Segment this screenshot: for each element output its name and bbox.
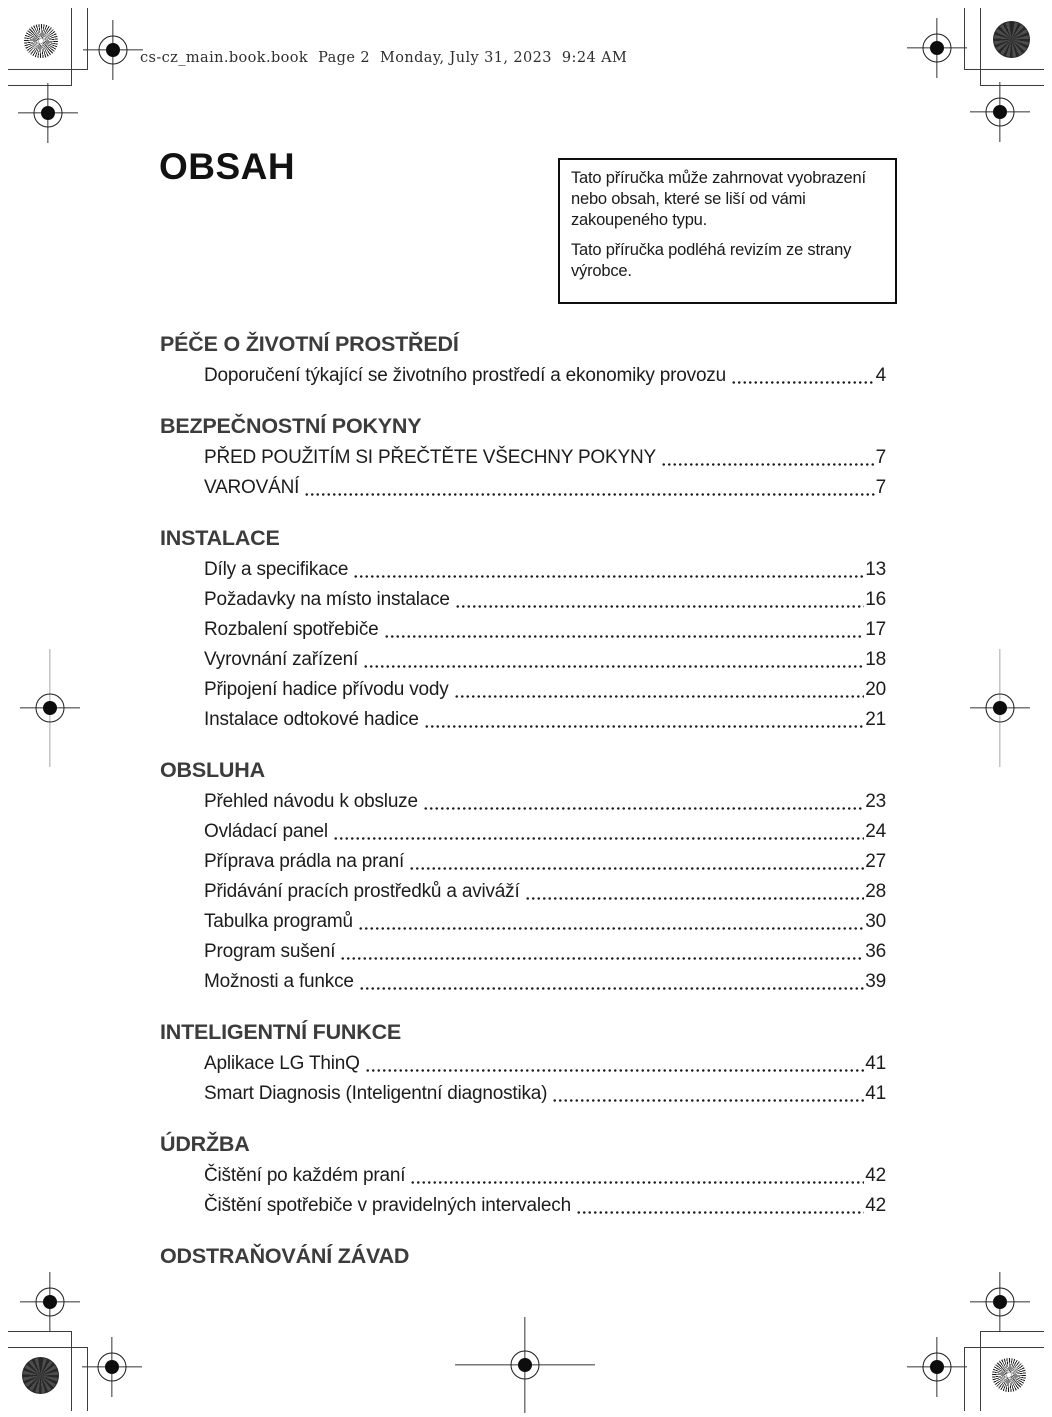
toc-section	[160, 525, 886, 735]
registration-mark-icon	[20, 649, 80, 767]
toc-entry-label: Doporučení týkající se životního prostředí a ekonomiky provozu	[204, 365, 726, 386]
toc-entry-page-number: 21	[865, 709, 886, 730]
crop-mark-line	[8, 1347, 87, 1348]
toc-entry-page-number: 24	[865, 821, 886, 842]
toc-section-title: OBSLUHA	[160, 758, 265, 782]
toc-leader-dots	[550, 1079, 864, 1109]
registration-mark-icon	[20, 1272, 80, 1332]
crop-mark-line	[965, 69, 1044, 70]
toc-leader-dots	[351, 555, 864, 585]
toc-entry-page-number: 27	[865, 851, 886, 872]
toc-entry-page-number: 16	[865, 589, 886, 610]
sunburst-patch-icon	[24, 24, 58, 58]
toc-leader-dots	[363, 1049, 865, 1079]
toc-section-title: BEZPEČNOSTNÍ POKYNY	[160, 414, 422, 438]
toc-entry-label: Tabulka programů	[204, 911, 353, 932]
toc-entry-page-number: 18	[865, 649, 886, 670]
toc-leader-dots	[408, 1161, 864, 1191]
toc-entry-page-number: 17	[865, 619, 886, 640]
toc-entry-label: Připojení hadice přívodu vody	[204, 679, 449, 700]
print-job-header: cs-cz_main.book.book Page 2 Monday, July 31, 2023 9:24 AM	[140, 50, 628, 66]
toc-leader-dots	[382, 615, 865, 645]
toc-entry-label: Přidávání pracích prostředků a aviváží	[204, 881, 520, 902]
crop-mark-line	[980, 1331, 981, 1411]
toc-entry-page-number: 42	[865, 1165, 886, 1186]
toc-entry[interactable]	[160, 705, 886, 735]
toc-entry[interactable]	[160, 907, 886, 937]
toc-section-title: ÚDRŽBA	[160, 1132, 250, 1156]
sunburst-patch-icon	[992, 1358, 1026, 1392]
page-title: OBSAH	[159, 146, 296, 187]
toc-entry[interactable]	[160, 817, 886, 847]
registration-mark-icon	[970, 82, 1030, 142]
toc-entry[interactable]	[160, 645, 886, 675]
toc-entry-label: Ovládací panel	[204, 821, 328, 842]
toc-entry-label: Díly a specifikace	[204, 559, 349, 580]
toc-entry[interactable]	[160, 473, 886, 503]
toc-entry[interactable]	[160, 615, 886, 645]
dark-spoke-patch-icon	[993, 21, 1030, 58]
toc-section	[160, 757, 886, 997]
toc-leader-dots	[659, 443, 875, 473]
toc-entry[interactable]	[160, 555, 886, 585]
toc-section-title: INSTALACE	[160, 526, 280, 550]
toc-entry-label: VAROVÁNÍ	[204, 477, 300, 498]
toc-entry-page-number: 39	[865, 971, 886, 992]
toc-leader-dots	[407, 847, 864, 877]
registration-mark-icon	[907, 1337, 967, 1397]
toc-entry[interactable]	[160, 967, 886, 997]
toc-entry-label: Instalace odtokové hadice	[204, 709, 419, 730]
registration-mark-icon	[970, 649, 1030, 767]
toc-entry-label: Požadavky na místo instalace	[204, 589, 450, 610]
registration-mark-icon	[970, 1272, 1030, 1332]
registration-mark-icon	[907, 18, 967, 78]
toc-entry-page-number: 20	[865, 679, 886, 700]
toc-entry-page-number: 42	[865, 1195, 886, 1216]
toc-entry[interactable]	[160, 1191, 886, 1221]
toc-leader-dots	[361, 645, 864, 675]
toc-entry[interactable]	[160, 787, 886, 817]
toc-section	[160, 1019, 886, 1109]
toc-section-title: PÉČE O ŽIVOTNÍ PROSTŘEDÍ	[160, 332, 459, 356]
registration-mark-icon	[455, 1317, 595, 1413]
toc-entry-page-number: 41	[865, 1053, 886, 1074]
toc-entry-page-number: 28	[865, 881, 886, 902]
toc-section	[160, 331, 886, 391]
toc-entry-label: Rozbalení spotřebiče	[204, 619, 379, 640]
toc-entry-label: Smart Diagnosis (Inteligentní diagnostika)	[204, 1083, 548, 1104]
toc-entry-page-number: 7	[875, 477, 886, 498]
toc-entry-page-number: 4	[875, 365, 886, 386]
toc-leader-dots	[453, 585, 865, 615]
toc-entry-label: Čištění spotřebiče v pravidelných intervalech	[204, 1195, 571, 1216]
toc-leader-dots	[356, 907, 864, 937]
toc-entry[interactable]	[160, 937, 886, 967]
toc-leader-dots	[452, 675, 865, 705]
crop-mark-line	[8, 69, 87, 70]
registration-mark-icon	[18, 83, 78, 143]
crop-mark-line	[965, 1347, 1044, 1348]
toc-leader-dots	[302, 473, 874, 503]
toc-entry-label: Možnosti a funkce	[204, 971, 354, 992]
toc-entry[interactable]	[160, 585, 886, 615]
toc-section	[160, 413, 886, 503]
crop-mark-line	[71, 1331, 72, 1411]
crop-mark-line	[71, 8, 72, 86]
toc-entry-page-number: 23	[865, 791, 886, 812]
toc-entry-label: Vyrovnání zařízení	[204, 649, 359, 670]
toc-entry-label: Čištění po každém praní	[204, 1165, 406, 1186]
toc-entry-label: Aplikace LG ThinQ	[204, 1053, 360, 1074]
toc-entry-page-number: 36	[865, 941, 886, 962]
notice-box	[558, 158, 897, 304]
toc-entry-page-number: 7	[875, 447, 886, 468]
dark-spoke-patch-icon	[22, 1357, 59, 1394]
registration-mark-icon	[83, 20, 143, 80]
toc-entry[interactable]	[160, 1161, 886, 1191]
toc-entry-label: PŘED POUŽITÍM SI PŘEČTĚTE VŠECHNY POKYNY	[204, 447, 656, 468]
toc-entry-label: Přehled návodu k obsluze	[204, 791, 418, 812]
toc-entry[interactable]	[160, 877, 886, 907]
toc-entry[interactable]	[160, 1049, 886, 1079]
notice-paragraph: Tato příručka podléhá revizím ze strany výrobce.	[571, 240, 852, 280]
notice-paragraph: Tato příručka může zahrnovat vyobrazení nebo obsah, které se liší od vámi zakoupeného typu.	[571, 169, 866, 229]
toc-entry[interactable]	[160, 1079, 886, 1109]
toc-leader-dots	[421, 787, 864, 817]
toc-entry-label: Příprava prádla na praní	[204, 851, 405, 872]
toc-leader-dots	[331, 817, 864, 847]
toc-section-title: ODSTRAŇOVÁNÍ ZÁVAD	[160, 1244, 410, 1268]
toc-entry-page-number: 13	[865, 559, 886, 580]
toc-leader-dots	[523, 877, 865, 907]
toc-section-title: INTELIGENTNÍ FUNKCE	[160, 1020, 402, 1044]
toc-entry-page-number: 30	[865, 911, 886, 932]
toc-section	[160, 1243, 886, 1269]
toc-leader-dots	[338, 937, 864, 967]
toc-entry[interactable]	[160, 675, 886, 705]
registration-mark-icon	[82, 1337, 142, 1397]
table-of-contents	[160, 331, 886, 1291]
toc-section	[160, 1131, 886, 1221]
toc-entry[interactable]	[160, 847, 886, 877]
toc-leader-dots	[422, 705, 865, 735]
toc-leader-dots	[574, 1191, 864, 1221]
crop-mark-line	[980, 8, 981, 86]
toc-entry-label: Program sušení	[204, 941, 336, 962]
toc-entry[interactable]	[160, 443, 886, 473]
toc-entry-page-number: 41	[865, 1083, 886, 1104]
toc-entry[interactable]	[160, 361, 886, 391]
toc-leader-dots	[729, 361, 875, 391]
toc-leader-dots	[357, 967, 865, 997]
